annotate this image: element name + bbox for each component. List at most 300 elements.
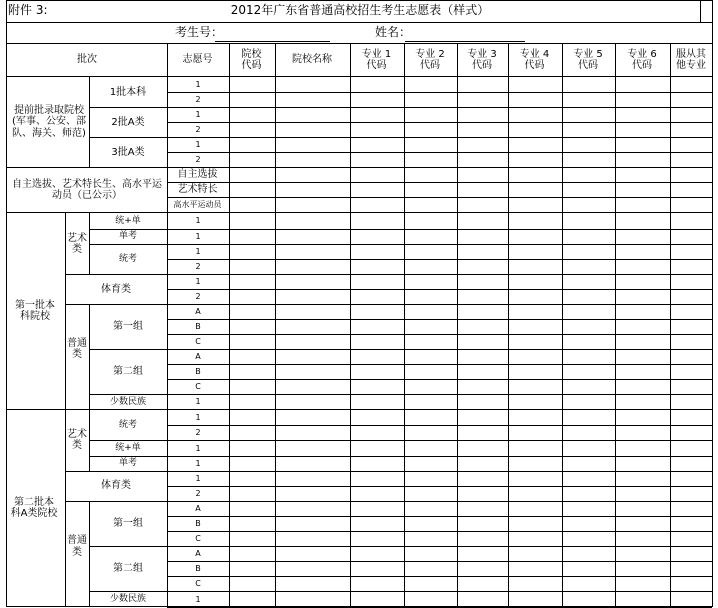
- entry-cell[interactable]: [458, 108, 508, 122]
- entry-cell[interactable]: [509, 365, 562, 379]
- entry-cell[interactable]: [671, 472, 712, 486]
- entry-cell[interactable]: [276, 517, 350, 531]
- entry-cell[interactable]: [458, 577, 508, 591]
- entry-cell[interactable]: [616, 320, 670, 334]
- entry-cell[interactable]: [230, 305, 275, 319]
- entry-cell[interactable]: [230, 395, 275, 409]
- entry-cell[interactable]: [458, 213, 508, 229]
- entry-cell[interactable]: [458, 517, 508, 531]
- entry-cell[interactable]: [509, 502, 562, 516]
- entry-cell[interactable]: [563, 245, 615, 259]
- entry-cell[interactable]: [230, 487, 275, 501]
- entry-cell[interactable]: [671, 93, 712, 107]
- entry-cell[interactable]: [563, 290, 615, 304]
- entry-cell[interactable]: [276, 138, 350, 152]
- entry-cell[interactable]: [405, 230, 457, 244]
- entry-cell[interactable]: [276, 592, 350, 607]
- entry-cell[interactable]: [230, 230, 275, 244]
- entry-cell[interactable]: [405, 260, 457, 274]
- entry-cell[interactable]: [671, 260, 712, 274]
- entry-cell[interactable]: [405, 410, 457, 425]
- entry-cell[interactable]: [616, 290, 670, 304]
- entry-cell[interactable]: [276, 123, 350, 137]
- entry-cell[interactable]: [616, 77, 670, 92]
- entry-cell[interactable]: [230, 577, 275, 591]
- entry-cell[interactable]: [671, 320, 712, 334]
- entry-cell[interactable]: [405, 350, 457, 364]
- entry-cell[interactable]: [458, 183, 508, 197]
- entry-cell[interactable]: [458, 275, 508, 289]
- candidate-no-field[interactable]: [215, 41, 330, 42]
- entry-cell[interactable]: [351, 350, 404, 364]
- entry-cell[interactable]: [405, 245, 457, 259]
- entry-cell[interactable]: [563, 320, 615, 334]
- entry-cell[interactable]: [230, 260, 275, 274]
- entry-cell[interactable]: [616, 138, 670, 152]
- entry-cell[interactable]: [351, 123, 404, 137]
- entry-cell[interactable]: [405, 275, 457, 289]
- entry-cell[interactable]: [509, 517, 562, 531]
- entry-cell[interactable]: [563, 168, 615, 182]
- entry-cell[interactable]: [509, 395, 562, 409]
- entry-cell[interactable]: [276, 305, 350, 319]
- entry-cell[interactable]: [405, 305, 457, 319]
- entry-cell[interactable]: [405, 290, 457, 304]
- entry-cell[interactable]: [351, 517, 404, 531]
- entry-cell[interactable]: [563, 153, 615, 167]
- entry-cell[interactable]: [276, 441, 350, 456]
- entry-cell[interactable]: [563, 213, 615, 229]
- entry-cell[interactable]: [563, 472, 615, 486]
- entry-cell[interactable]: [276, 562, 350, 576]
- entry-cell[interactable]: [276, 93, 350, 107]
- entry-cell[interactable]: [671, 138, 712, 152]
- entry-cell[interactable]: [509, 472, 562, 486]
- entry-cell[interactable]: [563, 183, 615, 197]
- entry-cell[interactable]: [458, 335, 508, 349]
- entry-cell[interactable]: [563, 380, 615, 394]
- entry-cell[interactable]: [671, 168, 712, 182]
- entry-cell[interactable]: [671, 502, 712, 516]
- entry-cell[interactable]: [671, 350, 712, 364]
- entry-cell[interactable]: [616, 517, 670, 531]
- entry-cell[interactable]: [563, 275, 615, 289]
- entry-cell[interactable]: [563, 260, 615, 274]
- entry-cell[interactable]: [616, 335, 670, 349]
- entry-cell[interactable]: [616, 426, 670, 440]
- entry-cell[interactable]: [563, 138, 615, 152]
- entry-cell[interactable]: [405, 335, 457, 349]
- entry-cell[interactable]: [230, 138, 275, 152]
- entry-cell[interactable]: [230, 365, 275, 379]
- entry-cell[interactable]: [276, 153, 350, 167]
- entry-cell[interactable]: [458, 547, 508, 561]
- entry-cell[interactable]: [509, 487, 562, 501]
- entry-cell[interactable]: [230, 77, 275, 92]
- entry-cell[interactable]: [276, 457, 350, 471]
- entry-cell[interactable]: [509, 426, 562, 440]
- entry-cell[interactable]: [616, 198, 670, 212]
- entry-cell[interactable]: [509, 380, 562, 394]
- entry-cell[interactable]: [509, 320, 562, 334]
- entry-cell[interactable]: [509, 592, 562, 607]
- entry-cell[interactable]: [509, 123, 562, 137]
- entry-cell[interactable]: [351, 547, 404, 561]
- entry-cell[interactable]: [230, 168, 275, 182]
- entry-cell[interactable]: [458, 138, 508, 152]
- entry-cell[interactable]: [458, 123, 508, 137]
- entry-cell[interactable]: [276, 230, 350, 244]
- entry-cell[interactable]: [458, 380, 508, 394]
- entry-cell[interactable]: [230, 547, 275, 561]
- entry-cell[interactable]: [509, 577, 562, 591]
- entry-cell[interactable]: [276, 183, 350, 197]
- entry-cell[interactable]: [509, 198, 562, 212]
- entry-cell[interactable]: [405, 153, 457, 167]
- entry-cell[interactable]: [351, 577, 404, 591]
- entry-cell[interactable]: [458, 410, 508, 425]
- entry-cell[interactable]: [509, 275, 562, 289]
- entry-cell[interactable]: [405, 183, 457, 197]
- entry-cell[interactable]: [351, 260, 404, 274]
- entry-cell[interactable]: [458, 153, 508, 167]
- entry-cell[interactable]: [276, 168, 350, 182]
- entry-cell[interactable]: [458, 350, 508, 364]
- entry-cell[interactable]: [351, 365, 404, 379]
- entry-cell[interactable]: [405, 123, 457, 137]
- entry-cell[interactable]: [509, 138, 562, 152]
- entry-cell[interactable]: [230, 592, 275, 607]
- entry-cell[interactable]: [276, 245, 350, 259]
- entry-cell[interactable]: [563, 395, 615, 409]
- entry-cell[interactable]: [405, 547, 457, 561]
- entry-cell[interactable]: [351, 592, 404, 607]
- entry-cell[interactable]: [616, 562, 670, 576]
- entry-cell[interactable]: [671, 77, 712, 92]
- entry-cell[interactable]: [616, 305, 670, 319]
- entry-cell[interactable]: [351, 502, 404, 516]
- entry-cell[interactable]: [230, 123, 275, 137]
- entry-cell[interactable]: [509, 183, 562, 197]
- entry-cell[interactable]: [276, 260, 350, 274]
- entry-cell[interactable]: [616, 502, 670, 516]
- entry-cell[interactable]: [276, 213, 350, 229]
- entry-cell[interactable]: [671, 532, 712, 546]
- entry-cell[interactable]: [616, 457, 670, 471]
- entry-cell[interactable]: [616, 472, 670, 486]
- entry-cell[interactable]: [458, 472, 508, 486]
- entry-cell[interactable]: [458, 502, 508, 516]
- entry-cell[interactable]: [230, 502, 275, 516]
- entry-cell[interactable]: [351, 320, 404, 334]
- entry-cell[interactable]: [616, 108, 670, 122]
- entry-cell[interactable]: [509, 350, 562, 364]
- entry-cell[interactable]: [230, 198, 275, 212]
- entry-cell[interactable]: [230, 380, 275, 394]
- entry-cell[interactable]: [671, 410, 712, 425]
- entry-cell[interactable]: [616, 183, 670, 197]
- entry-cell[interactable]: [405, 365, 457, 379]
- entry-cell[interactable]: [671, 577, 712, 591]
- entry-cell[interactable]: [405, 77, 457, 92]
- entry-cell[interactable]: [351, 426, 404, 440]
- entry-cell[interactable]: [671, 305, 712, 319]
- entry-cell[interactable]: [509, 457, 562, 471]
- entry-cell[interactable]: [671, 426, 712, 440]
- entry-cell[interactable]: [563, 77, 615, 92]
- entry-cell[interactable]: [276, 350, 350, 364]
- entry-cell[interactable]: [509, 77, 562, 92]
- entry-cell[interactable]: [351, 230, 404, 244]
- entry-cell[interactable]: [458, 77, 508, 92]
- entry-cell[interactable]: [458, 395, 508, 409]
- entry-cell[interactable]: [351, 138, 404, 152]
- entry-cell[interactable]: [671, 441, 712, 456]
- entry-cell[interactable]: [276, 108, 350, 122]
- entry-cell[interactable]: [671, 108, 712, 122]
- entry-cell[interactable]: [616, 547, 670, 561]
- entry-cell[interactable]: [563, 426, 615, 440]
- entry-cell[interactable]: [616, 230, 670, 244]
- entry-cell[interactable]: [458, 168, 508, 182]
- entry-cell[interactable]: [671, 547, 712, 561]
- entry-cell[interactable]: [405, 168, 457, 182]
- entry-cell[interactable]: [563, 108, 615, 122]
- entry-cell[interactable]: [616, 365, 670, 379]
- entry-cell[interactable]: [563, 335, 615, 349]
- entry-cell[interactable]: [405, 502, 457, 516]
- entry-cell[interactable]: [616, 577, 670, 591]
- entry-cell[interactable]: [405, 213, 457, 229]
- entry-cell[interactable]: [616, 260, 670, 274]
- entry-cell[interactable]: [563, 592, 615, 607]
- entry-cell[interactable]: [230, 532, 275, 546]
- entry-cell[interactable]: [230, 153, 275, 167]
- entry-cell[interactable]: [563, 93, 615, 107]
- entry-cell[interactable]: [230, 93, 275, 107]
- entry-cell[interactable]: [671, 213, 712, 229]
- entry-cell[interactable]: [351, 198, 404, 212]
- entry-cell[interactable]: [671, 395, 712, 409]
- entry-cell[interactable]: [276, 335, 350, 349]
- entry-cell[interactable]: [351, 472, 404, 486]
- entry-cell[interactable]: [276, 275, 350, 289]
- entry-cell[interactable]: [509, 153, 562, 167]
- entry-cell[interactable]: [671, 123, 712, 137]
- entry-cell[interactable]: [405, 487, 457, 501]
- entry-cell[interactable]: [509, 108, 562, 122]
- entry-cell[interactable]: [671, 290, 712, 304]
- entry-cell[interactable]: [616, 532, 670, 546]
- entry-cell[interactable]: [351, 457, 404, 471]
- entry-cell[interactable]: [351, 487, 404, 501]
- entry-cell[interactable]: [230, 441, 275, 456]
- entry-cell[interactable]: [671, 457, 712, 471]
- entry-cell[interactable]: [563, 502, 615, 516]
- entry-cell[interactable]: [671, 335, 712, 349]
- entry-cell[interactable]: [563, 547, 615, 561]
- entry-cell[interactable]: [563, 457, 615, 471]
- entry-cell[interactable]: [509, 168, 562, 182]
- entry-cell[interactable]: [405, 517, 457, 531]
- entry-cell[interactable]: [230, 517, 275, 531]
- entry-cell[interactable]: [351, 108, 404, 122]
- entry-cell[interactable]: [405, 577, 457, 591]
- entry-cell[interactable]: [509, 213, 562, 229]
- entry-cell[interactable]: [351, 305, 404, 319]
- entry-cell[interactable]: [230, 213, 275, 229]
- entry-cell[interactable]: [458, 441, 508, 456]
- entry-cell[interactable]: [458, 198, 508, 212]
- entry-cell[interactable]: [405, 320, 457, 334]
- entry-cell[interactable]: [458, 457, 508, 471]
- entry-cell[interactable]: [351, 93, 404, 107]
- entry-cell[interactable]: [351, 245, 404, 259]
- entry-cell[interactable]: [276, 395, 350, 409]
- entry-cell[interactable]: [671, 245, 712, 259]
- entry-cell[interactable]: [563, 365, 615, 379]
- entry-cell[interactable]: [671, 198, 712, 212]
- entry-cell[interactable]: [671, 275, 712, 289]
- entry-cell[interactable]: [458, 93, 508, 107]
- entry-cell[interactable]: [616, 350, 670, 364]
- entry-cell[interactable]: [276, 577, 350, 591]
- entry-cell[interactable]: [276, 380, 350, 394]
- entry-cell[interactable]: [276, 472, 350, 486]
- entry-cell[interactable]: [276, 365, 350, 379]
- entry-cell[interactable]: [405, 592, 457, 607]
- entry-cell[interactable]: [616, 380, 670, 394]
- entry-cell[interactable]: [351, 213, 404, 229]
- entry-cell[interactable]: [230, 183, 275, 197]
- entry-cell[interactable]: [276, 532, 350, 546]
- entry-cell[interactable]: [405, 108, 457, 122]
- entry-cell[interactable]: [458, 305, 508, 319]
- entry-cell[interactable]: [616, 123, 670, 137]
- entry-cell[interactable]: [458, 320, 508, 334]
- entry-cell[interactable]: [351, 290, 404, 304]
- entry-cell[interactable]: [509, 305, 562, 319]
- entry-cell[interactable]: [616, 245, 670, 259]
- entry-cell[interactable]: [563, 577, 615, 591]
- entry-cell[interactable]: [351, 380, 404, 394]
- entry-cell[interactable]: [230, 290, 275, 304]
- entry-cell[interactable]: [616, 410, 670, 425]
- entry-cell[interactable]: [351, 153, 404, 167]
- entry-cell[interactable]: [509, 260, 562, 274]
- entry-cell[interactable]: [276, 426, 350, 440]
- entry-cell[interactable]: [563, 410, 615, 425]
- entry-cell[interactable]: [405, 138, 457, 152]
- entry-cell[interactable]: [509, 547, 562, 561]
- entry-cell[interactable]: [563, 441, 615, 456]
- entry-cell[interactable]: [276, 290, 350, 304]
- entry-cell[interactable]: [671, 562, 712, 576]
- entry-cell[interactable]: [230, 457, 275, 471]
- entry-cell[interactable]: [458, 487, 508, 501]
- entry-cell[interactable]: [405, 562, 457, 576]
- entry-cell[interactable]: [405, 395, 457, 409]
- entry-cell[interactable]: [509, 410, 562, 425]
- entry-cell[interactable]: [458, 245, 508, 259]
- entry-cell[interactable]: [351, 335, 404, 349]
- name-field[interactable]: [405, 41, 525, 42]
- entry-cell[interactable]: [509, 335, 562, 349]
- entry-cell[interactable]: [563, 123, 615, 137]
- entry-cell[interactable]: [671, 380, 712, 394]
- entry-cell[interactable]: [458, 426, 508, 440]
- entry-cell[interactable]: [230, 320, 275, 334]
- entry-cell[interactable]: [276, 547, 350, 561]
- entry-cell[interactable]: [671, 183, 712, 197]
- entry-cell[interactable]: [458, 532, 508, 546]
- entry-cell[interactable]: [351, 77, 404, 92]
- entry-cell[interactable]: [616, 592, 670, 607]
- entry-cell[interactable]: [563, 198, 615, 212]
- entry-cell[interactable]: [276, 487, 350, 501]
- entry-cell[interactable]: [509, 441, 562, 456]
- entry-cell[interactable]: [230, 472, 275, 486]
- entry-cell[interactable]: [616, 275, 670, 289]
- entry-cell[interactable]: [405, 93, 457, 107]
- entry-cell[interactable]: [351, 395, 404, 409]
- entry-cell[interactable]: [616, 153, 670, 167]
- entry-cell[interactable]: [351, 183, 404, 197]
- entry-cell[interactable]: [230, 245, 275, 259]
- entry-cell[interactable]: [563, 487, 615, 501]
- entry-cell[interactable]: [351, 275, 404, 289]
- entry-cell[interactable]: [276, 502, 350, 516]
- entry-cell[interactable]: [671, 487, 712, 501]
- entry-cell[interactable]: [230, 410, 275, 425]
- entry-cell[interactable]: [405, 472, 457, 486]
- entry-cell[interactable]: [671, 153, 712, 167]
- entry-cell[interactable]: [405, 426, 457, 440]
- entry-cell[interactable]: [351, 168, 404, 182]
- entry-cell[interactable]: [276, 320, 350, 334]
- entry-cell[interactable]: [563, 562, 615, 576]
- entry-cell[interactable]: [405, 441, 457, 456]
- entry-cell[interactable]: [405, 198, 457, 212]
- entry-cell[interactable]: [563, 305, 615, 319]
- entry-cell[interactable]: [616, 487, 670, 501]
- entry-cell[interactable]: [563, 350, 615, 364]
- entry-cell[interactable]: [351, 532, 404, 546]
- entry-cell[interactable]: [509, 532, 562, 546]
- entry-cell[interactable]: [230, 350, 275, 364]
- entry-cell[interactable]: [509, 562, 562, 576]
- entry-cell[interactable]: [616, 441, 670, 456]
- entry-cell[interactable]: [616, 168, 670, 182]
- entry-cell[interactable]: [230, 108, 275, 122]
- entry-cell[interactable]: [230, 275, 275, 289]
- entry-cell[interactable]: [563, 230, 615, 244]
- entry-cell[interactable]: [230, 562, 275, 576]
- entry-cell[interactable]: [405, 380, 457, 394]
- entry-cell[interactable]: [616, 395, 670, 409]
- entry-cell[interactable]: [563, 517, 615, 531]
- entry-cell[interactable]: [458, 260, 508, 274]
- entry-cell[interactable]: [351, 562, 404, 576]
- entry-cell[interactable]: [458, 290, 508, 304]
- entry-cell[interactable]: [458, 562, 508, 576]
- entry-cell[interactable]: [671, 230, 712, 244]
- entry-cell[interactable]: [458, 592, 508, 607]
- entry-cell[interactable]: [458, 230, 508, 244]
- entry-cell[interactable]: [616, 213, 670, 229]
- entry-cell[interactable]: [509, 230, 562, 244]
- entry-cell[interactable]: [230, 335, 275, 349]
